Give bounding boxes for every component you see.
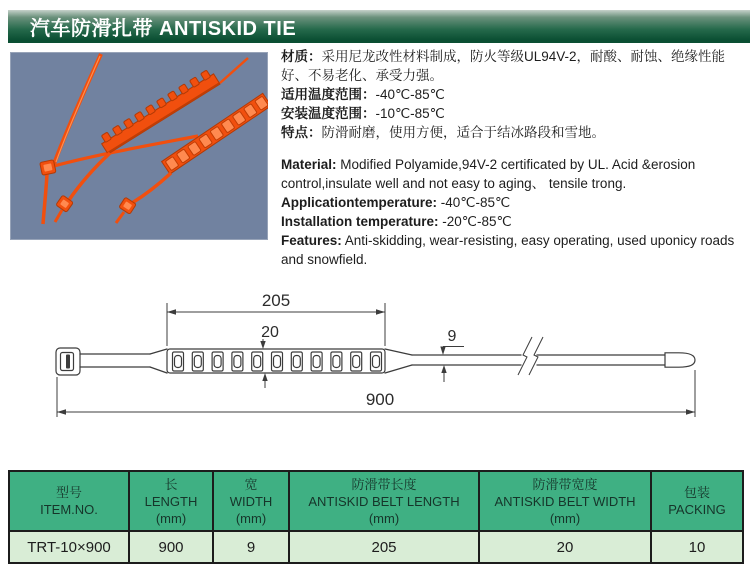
description-block xyxy=(281,47,747,269)
break-mark xyxy=(529,337,543,375)
dimension-total-length xyxy=(57,370,695,417)
description-line: 材质：采用尼龙改性材料制成，防火等级UL94V-2，耐酸、耐蚀、绝缘性能好、不易老化、承受力强。 xyxy=(281,49,726,83)
diagram-tie-head xyxy=(56,348,80,375)
column-header: 型号 ITEM.NO. xyxy=(9,471,129,531)
technical-diagram xyxy=(0,275,750,445)
dim-belt-length-label: 205 xyxy=(261,291,291,310)
description-line: 安装温度范围：-10℃-85℃ xyxy=(281,106,445,121)
table-cell: 20 xyxy=(479,531,651,563)
description-line: Installation temperature: -20℃-85℃ xyxy=(281,214,512,229)
description-line: Features: Anti-skidding, wear-resisting, easy operating, used uponicy roads and snowfield. xyxy=(281,233,735,267)
title-bar xyxy=(8,10,750,43)
description-english xyxy=(281,155,747,269)
table-cell: 10 xyxy=(651,531,743,563)
description-line: Material: Modified Polyamide,94V-2 certificated by UL. Acid &erosion control,insulate well and not easy to aging、 tensile trong. xyxy=(281,157,696,191)
table-cell: TRT-10×900 xyxy=(9,531,129,563)
table-header-row xyxy=(9,471,743,531)
table-cell: 205 xyxy=(289,531,479,563)
description-line: 适用温度范围：-40℃-85℃ xyxy=(281,87,445,102)
column-header: 包装 PACKING xyxy=(651,471,743,531)
description-line: 特点：防滑耐磨，使用方便，适合于结冰路段和雪地。 xyxy=(281,125,605,140)
page-title: 汽车防滑扎带 ANTISKID TIE xyxy=(30,18,297,40)
diagram-belt-slots xyxy=(173,352,382,371)
column-header: 宽 WIDTH (mm) xyxy=(213,471,289,531)
column-header: 防滑带长度 ANTISKID BELT LENGTH (mm) xyxy=(289,471,479,531)
description-line: Applicationtemperature: -40℃-85℃ xyxy=(281,195,511,210)
dim-strap-width-label: 9 xyxy=(447,328,457,345)
table-cell: 9 xyxy=(213,531,289,563)
column-header: 防滑带宽度 ANTISKID BELT WIDTH (mm) xyxy=(479,471,651,531)
diagram-tip xyxy=(665,353,695,367)
dim-belt-width-label: 20 xyxy=(261,324,279,341)
product-photo xyxy=(10,52,268,240)
dim-total-length-label: 900 xyxy=(365,390,395,409)
table-row xyxy=(9,531,743,563)
table-cell: 900 xyxy=(129,531,213,563)
column-header: 长 LENGTH (mm) xyxy=(129,471,213,531)
description-chinese xyxy=(281,47,747,142)
spec-table xyxy=(8,470,744,564)
break-mark xyxy=(518,337,532,375)
tie-head xyxy=(40,160,56,176)
table-body xyxy=(9,531,743,563)
